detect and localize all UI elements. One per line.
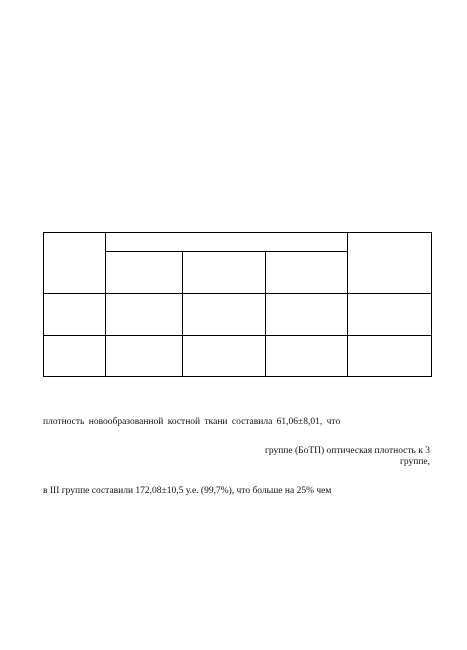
table-cell — [266, 336, 348, 377]
body-text-line: группе, — [399, 457, 430, 467]
table-cell — [266, 294, 348, 336]
table-subheader-cell — [183, 252, 266, 294]
table-cell — [106, 294, 183, 336]
table-cell — [106, 336, 183, 377]
body-text-line: группе (БоТП) оптическая плотность к 3 — [264, 446, 430, 456]
table-cell — [348, 294, 432, 336]
body-text-line: плотность новообразованной костной ткани составила 61,06±8,01, что — [43, 417, 341, 427]
table-subheader-cell — [106, 252, 183, 294]
table-row — [44, 294, 432, 336]
body-text-line: в III группе составили 172,08±10,5 у.е. (99,7%), что больше на 25% чем — [43, 486, 332, 496]
table-cell — [44, 336, 106, 377]
table-header-group-cell — [106, 233, 348, 252]
table-header-cell — [348, 233, 432, 294]
table-header-cell — [44, 233, 106, 294]
table-cell — [44, 294, 106, 336]
table-cell — [183, 294, 266, 336]
table-cell — [183, 336, 266, 377]
table-row — [44, 336, 432, 377]
data-table — [43, 232, 432, 377]
table-cell — [348, 336, 432, 377]
table-subheader-cell — [266, 252, 348, 294]
